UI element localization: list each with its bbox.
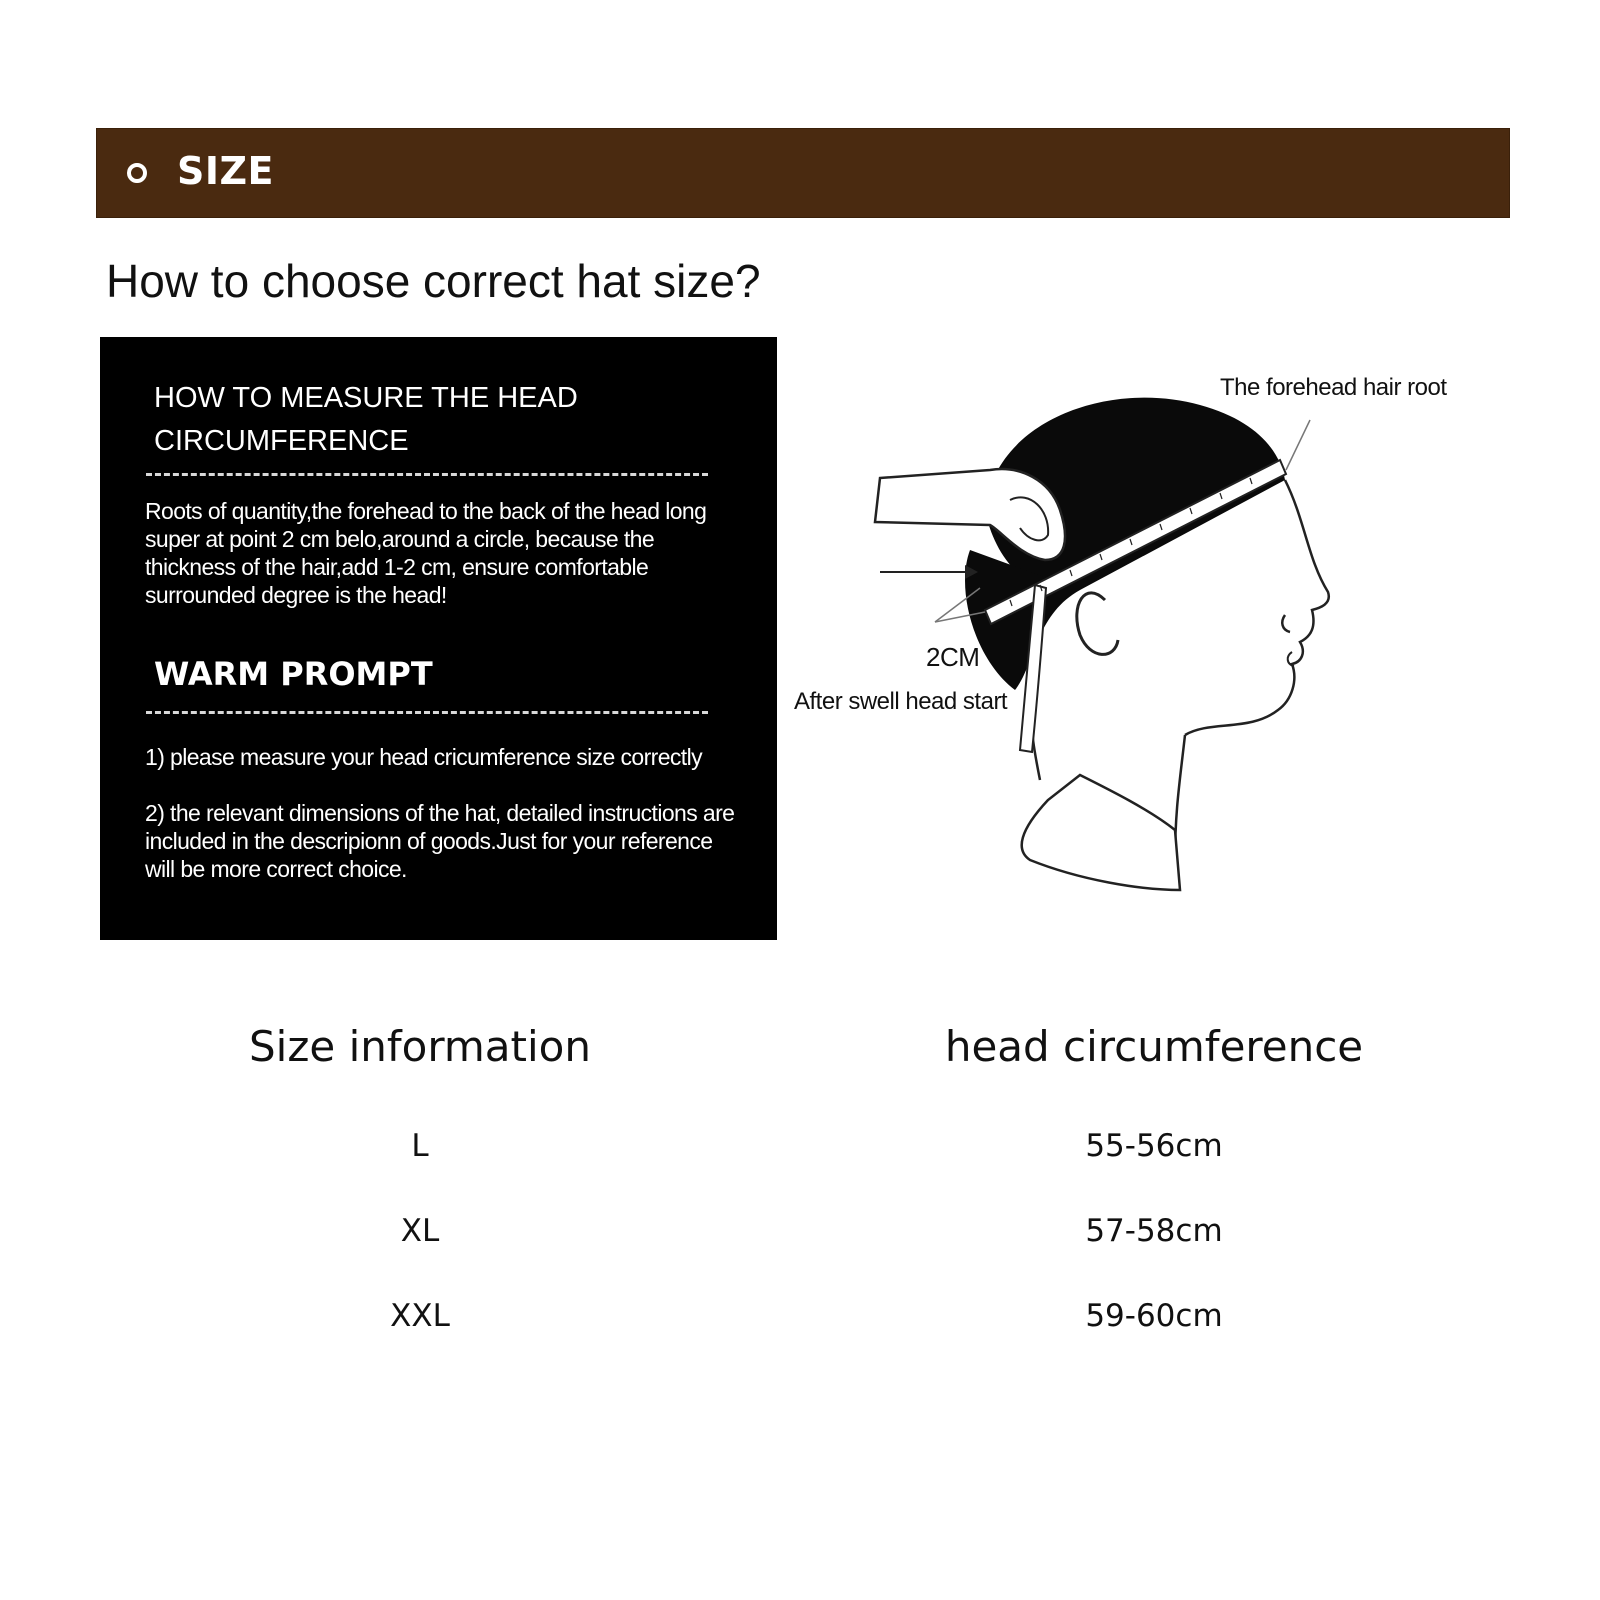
measure-instructions-text: Roots of quantity,the forehead to the back of the head long super at point 2 cm belo,around a circle, because the thickness of the hair,add 1-2 cm, ensure comfortable surrounded degree is the head! — [145, 498, 707, 608]
head-profile-illustration — [780, 360, 1500, 920]
circle-bullet-icon — [127, 163, 147, 183]
warm-prompt-title: WARM PROMPT — [154, 655, 433, 693]
size-cell: L — [411, 1128, 429, 1164]
circumference-column-header: head circumference — [944, 1022, 1364, 1071]
label-after-swell-head-start: After swell head start — [794, 688, 1008, 715]
dashed-divider — [146, 711, 708, 714]
measure-heading-line1: HOW TO MEASURE THE HEAD — [154, 382, 578, 414]
label-forehead-hair-root: The forehead hair root — [1220, 374, 1447, 401]
circumference-cell: 57-58cm — [1085, 1213, 1223, 1249]
prompt-2: 2) the relevant dimensions of the hat, detailed instructions are included in the descripionn of goods.Just for your reference will be more correct choice. — [145, 800, 735, 882]
size-cell: XXL — [390, 1298, 450, 1334]
circumference-cell: 55-56cm — [1085, 1128, 1223, 1164]
label-2cm: 2CM — [926, 642, 980, 672]
measure-heading — [154, 377, 714, 463]
size-column-header: Size information — [249, 1022, 591, 1071]
page-title: How to choose correct hat size? — [106, 255, 761, 307]
prompt-1: 1) please measure your head cricumference size correctly — [145, 744, 702, 770]
size-banner — [97, 129, 1509, 217]
circumference-cell: 59-60cm — [1085, 1298, 1223, 1334]
head-measurement-diagram — [780, 360, 1500, 920]
measure-heading-line2: CIRCUMFERENCE — [154, 425, 409, 457]
banner-title: SIZE — [177, 149, 275, 193]
measure-instructions-panel — [100, 337, 777, 940]
dashed-divider — [146, 473, 708, 476]
size-cell: XL — [400, 1213, 440, 1249]
